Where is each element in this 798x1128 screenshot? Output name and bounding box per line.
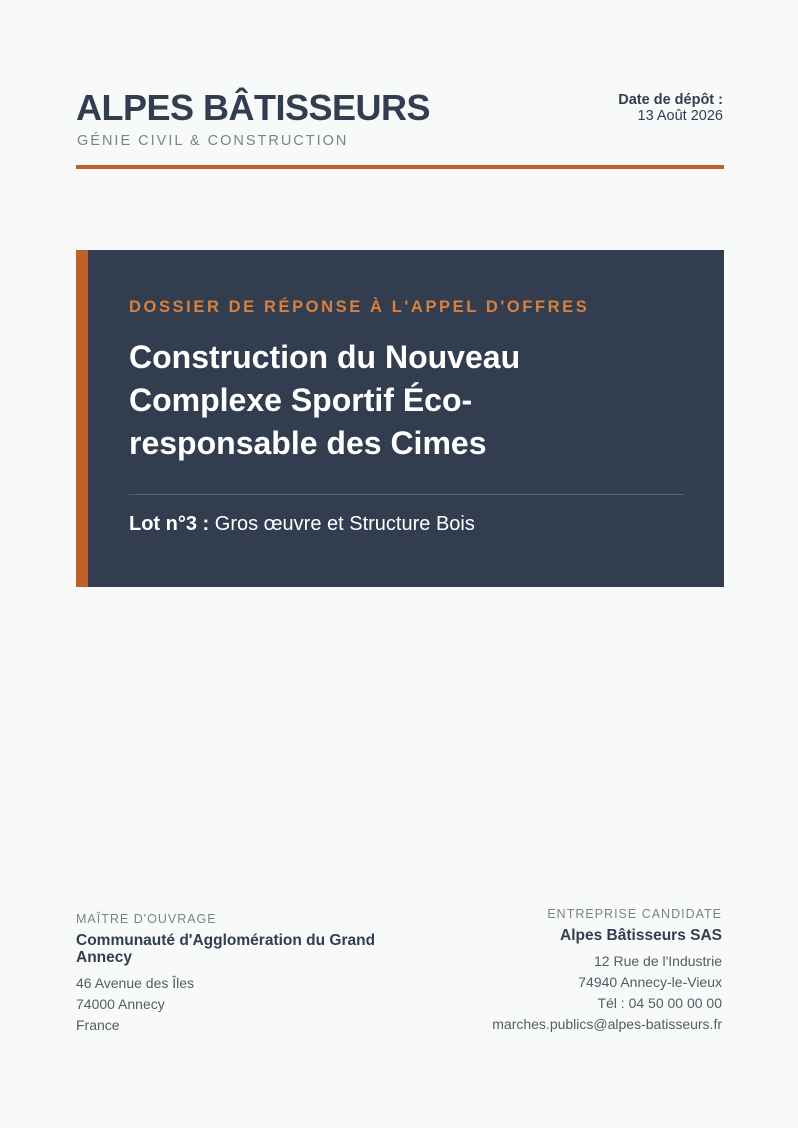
vendor-phone: Tél : 04 50 00 00 00 — [597, 995, 722, 1011]
vendor-name: Alpes Bâtisseurs SAS — [560, 927, 722, 944]
lot-label: Lot n°3 : — [129, 513, 210, 535]
vendor-address-line1: 12 Rue de l'Industrie — [594, 953, 722, 969]
banner-accent-bar — [76, 250, 88, 587]
vendor-email: marches.publics@alpes-batisseurs.fr — [492, 1016, 722, 1032]
lot-line — [129, 511, 475, 537]
client-section-label: MAÎTRE D'OUVRAGE — [76, 912, 217, 926]
client-country: France — [76, 1017, 120, 1033]
vendor-section-label: ENTREPRISE CANDIDATE — [547, 907, 722, 921]
company-tagline: GÉNIE CIVIL & CONSTRUCTION — [77, 133, 349, 149]
client-address-line2: 74000 Annecy — [76, 996, 165, 1012]
header-divider — [76, 165, 724, 169]
vendor-address-line2: 74940 Annecy-le-Vieux — [578, 974, 722, 990]
client-block — [76, 911, 406, 1036]
company-logo-title: ALPES BÂTISSEURS — [76, 87, 431, 128]
lot-value: Gros œuvre et Structure Bois — [214, 513, 475, 535]
banner-divider — [129, 494, 684, 495]
deposit-date-value: 13 Août 2026 — [637, 108, 723, 124]
client-address-line1: 46 Avenue des Îles — [76, 975, 195, 991]
title-banner — [76, 250, 724, 587]
document-type-kicker: DOSSIER DE RÉPONSE À L'APPEL D'OFFRES — [129, 298, 590, 316]
vendor-block — [392, 906, 722, 1035]
deposit-date-block — [618, 92, 723, 124]
client-name: Communauté d'Agglomération du Grand Annecy — [76, 932, 376, 966]
project-title: Construction du Nouveau Complexe Sportif Éco-responsable des Cimes — [129, 339, 521, 461]
deposit-date-label: Date de dépôt : — [618, 92, 723, 108]
